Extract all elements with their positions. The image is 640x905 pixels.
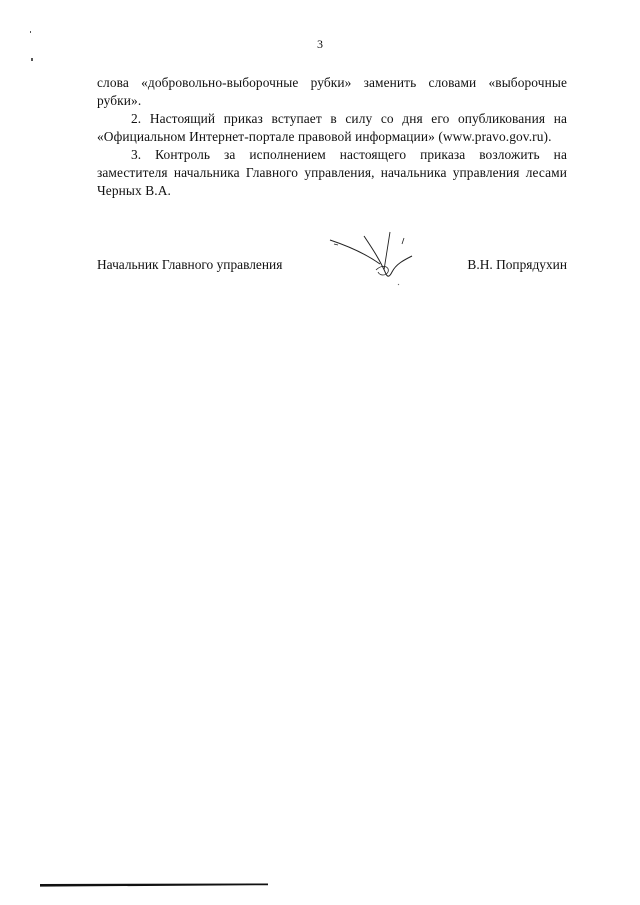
signer-title: Начальник Главного управления bbox=[97, 257, 283, 272]
scan-edge-bar bbox=[40, 883, 270, 887]
signer-name: В.Н. Попрядухин bbox=[467, 257, 567, 272]
scan-artifact bbox=[31, 58, 33, 61]
paragraph-3: 3. Контроль за исполнением настоящего приказа возложить на заместителя начальника Главного управления, начальника управления лесами Черных В.А. bbox=[97, 147, 567, 198]
paragraph-1: слова «добровольно-выборочные рубки» заменить словами «выборочные рубки». bbox=[97, 75, 567, 108]
page-number: 3 bbox=[317, 37, 323, 51]
order-body bbox=[97, 74, 567, 200]
paragraph-2: 2. Настоящий приказ вступает в силу со дня его опубликования на «Официальном Интернет-портале правовой информации» (www.pravo.gov.ru). bbox=[97, 111, 567, 144]
scan-artifact bbox=[30, 31, 31, 33]
signature-block bbox=[97, 257, 567, 277]
